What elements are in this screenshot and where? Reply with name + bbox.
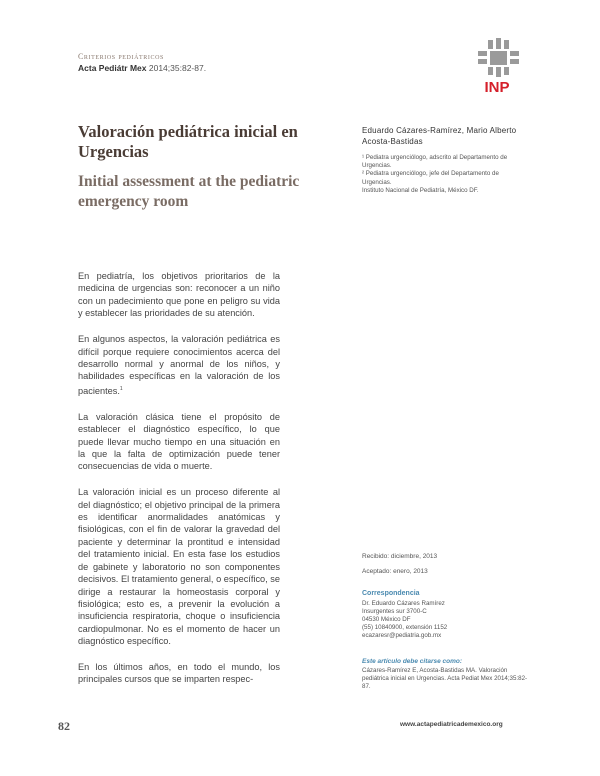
journal-volume: 2014;35:82-87. (148, 63, 207, 73)
section-label: Criterios pediátricos (78, 52, 164, 61)
body-paragraph: La valoración clásica tiene el propósito de establecer el diagnóstico específico, lo que puede llevar mucho tiempo en una situación en la que la falta de optimización puede tener consecuencias de vida o muerte. (78, 411, 280, 472)
received-date: Recibido: diciembre, 2013 (362, 553, 438, 560)
page-number: 82 (58, 719, 70, 733)
body-paragraph: La valoración inicial es un proceso diferente al del diagnóstico; el objetivo principal de la primera es identificar anormalidades anatómicas y fisiológicas, con el fin de valorar la gravedad del paciente y determinar la prontitud e intensidad del tratamiento inicial. En esta fase los estudios de gabinete y laboratorio no son componentes decisivos. El tratamiento general, o específico, se dirige a restaurar la homeostasis corporal y fisiológica; esto es, a prevenir la evolución a insuficiencia respiratoria, choque o insuficiencia cardiopulmonar. No es el momento de hacer un diagnóstico específico. (78, 487, 280, 647)
correspondence-heading: Correspondencia (362, 590, 420, 597)
correspondence-line: Dr. Eduardo Cázares Ramírez (362, 600, 445, 607)
affiliation-item: ² Pediatra urgenciólogo, jefe del Departamento de Urgencias. (362, 170, 499, 186)
correspondence-email[interactable]: ecazaresr@pediatria.gob.mx (362, 632, 442, 640)
reference-superscript: 1 (119, 385, 123, 392)
body-paragraph-text: En algunos aspectos, la valoración pediátrica es difícil porque requiere conocimientos acerca del desarrollo normal y anormal de los niños, y habilidades específicas en la valoración de los pacientes. (78, 334, 280, 396)
cite-as-heading: Este artículo debe citarse como: (362, 658, 463, 665)
correspondence-line: (55) 10840900, extensión 1152 (362, 624, 448, 632)
correspondence-line: 04530 México DF (362, 616, 411, 624)
correspondence-block (362, 600, 512, 640)
body-paragraph: En los últimos años, en todo el mundo, los principales cursos que se imparten respec- (78, 662, 280, 685)
inp-logo-icon (470, 38, 524, 94)
affiliation-item: ¹ Pediatra urgenciólogo, adscrito al Departamento de Urgencias. (362, 154, 508, 170)
body-text (78, 270, 280, 699)
journal-website-link[interactable]: www.actapediatricademexico.org (400, 721, 503, 728)
body-paragraph: En pediatría, los objetivos prioritarios de la medicina de urgencias son: reconocer a un niño con un padecimiento que pone en peligro su vida y establecer las prioridades de su atención. (78, 271, 280, 319)
body-paragraph (78, 333, 280, 397)
authors: Eduardo Cázares-Ramírez, Mario Alberto Acosta-Bastidas (362, 126, 517, 146)
inp-logo (470, 38, 524, 94)
affiliations (362, 154, 522, 195)
logo-text: INP (484, 79, 510, 94)
article-title-english: Initial assessment at the pediatric emergency room (78, 173, 300, 210)
journal-name: Acta Pediátr Mex (78, 63, 147, 73)
cite-as-text: Cázares-Ramírez E, Acosta-Bastidas MA. Valoración pediátrica inicial en Urgencias. Acta Pediat Mex 2014;35:82-87. (362, 667, 528, 691)
correspondence-line: Insurgentes sur 3700-C (362, 608, 427, 616)
article-title-spanish: Valoración pediátrica inicial en Urgencias (78, 122, 298, 161)
journal-citation (78, 63, 206, 73)
accepted-date: Aceptado: enero, 2013 (362, 568, 428, 575)
affiliation-item: Instituto Nacional de Pediatría, México DF. (362, 186, 479, 194)
